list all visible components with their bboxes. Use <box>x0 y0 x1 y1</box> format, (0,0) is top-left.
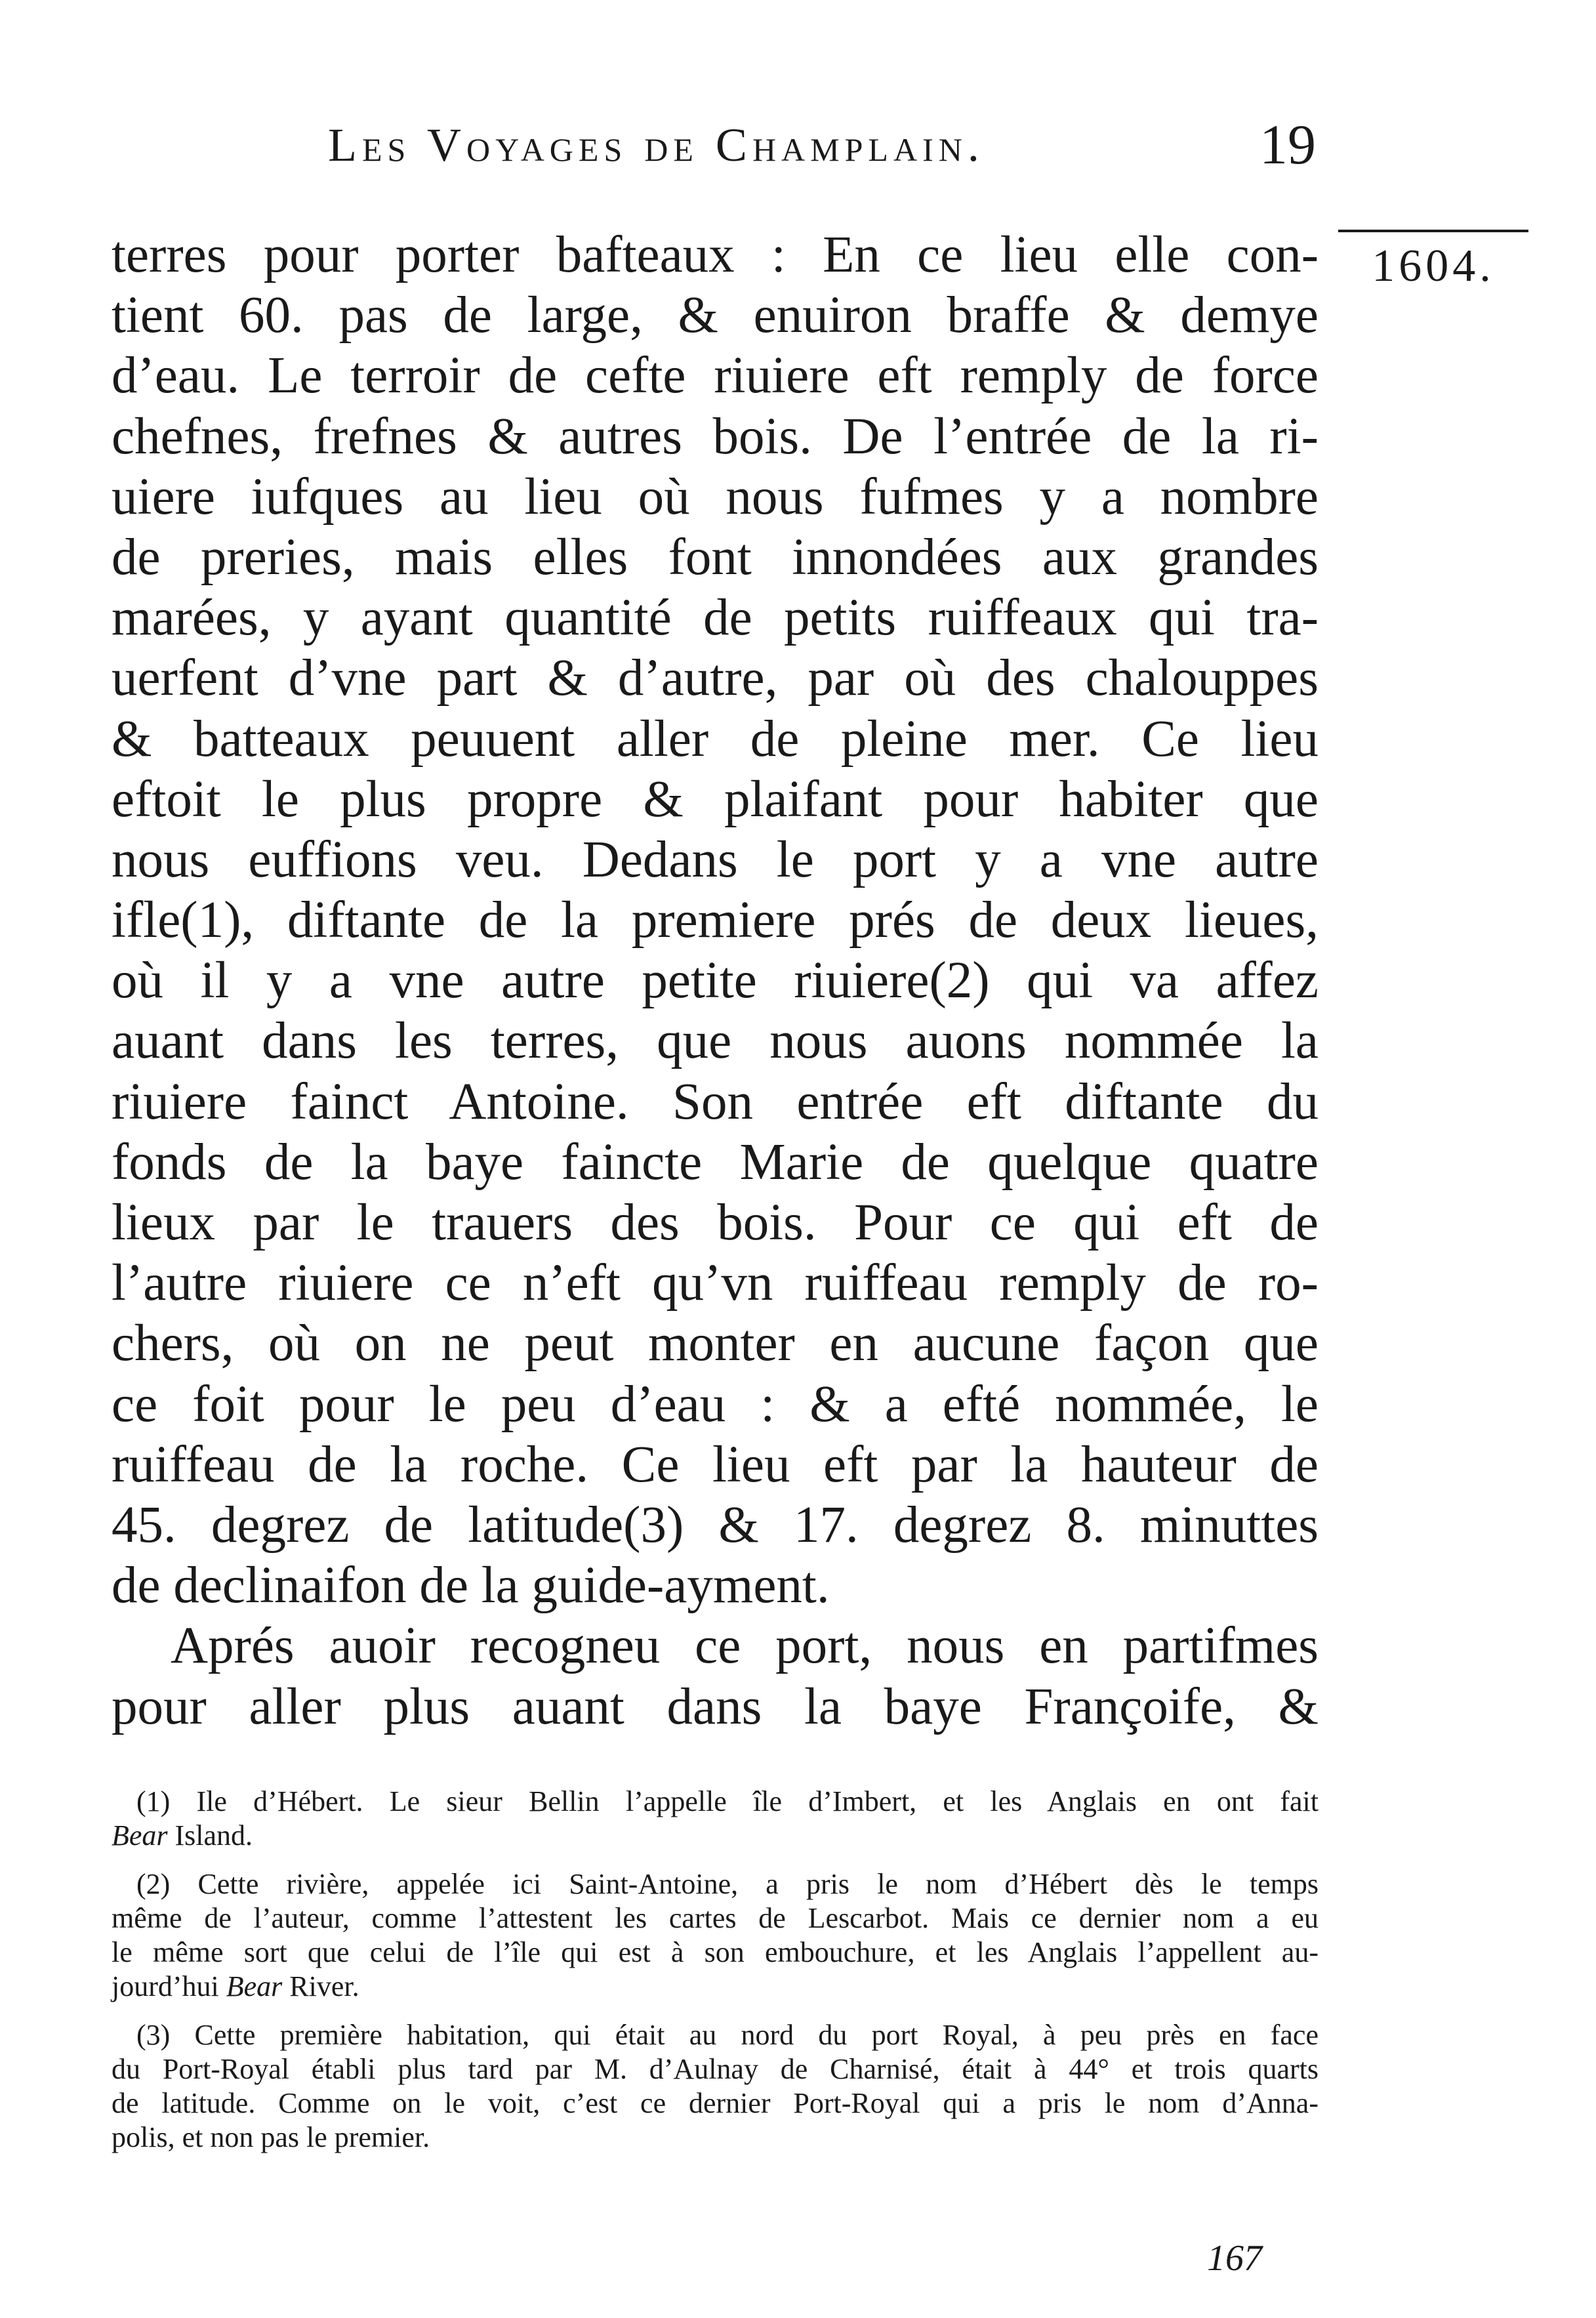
footnote-italic: Bear <box>226 1970 283 2002</box>
page-number: 19 <box>1259 113 1316 176</box>
footnote-line: du Port-Royal établi plus tard par M. d’Aulnay de Charnisé, était à 44° et trois quarts <box>112 2053 1319 2085</box>
body-line: ifle(1), diftante de la premiere prés de deux lieues, <box>112 892 1319 949</box>
footnote-3 <box>112 2018 1319 2155</box>
body-line: l’autre riuiere ce n’eft qu’vn ruiffeau remply de ro- <box>112 1254 1319 1312</box>
body-line: uerfent d’vne part & d’autre, par où des chalouppes <box>112 650 1319 707</box>
body-line: terres pour porter bafteaux : En ce lieu elle con- <box>112 226 1319 283</box>
footnote-text: jourd’hui <box>112 1970 226 2002</box>
body-line: marées, y ayant quantité de petits ruiffeaux qui tra- <box>112 589 1319 647</box>
footnote-text: Island. <box>167 1819 253 1852</box>
body-line: tient 60. pas de large, & enuiron braffe & demye <box>112 287 1319 344</box>
body-line: riuiere fainct Antoine. Son entrée eft diftante du <box>112 1073 1319 1130</box>
body-line: de declinaifon de la guide-ayment. <box>112 1557 830 1615</box>
body-line: ce foit pour le peu d’eau : & a efté nommée, le <box>112 1375 1319 1433</box>
footnote-2 <box>112 1867 1319 2004</box>
body-line: pour aller plus auant dans la baye Françoife, & <box>112 1678 1319 1735</box>
footnote-line: (2) Cette rivière, appelée ici Saint-Antoine, a pris le nom d’Hébert dès le temps <box>136 1868 1319 1900</box>
footnote-line: polis, et non pas le premier. <box>112 2121 430 2153</box>
footnote-italic: Bear <box>112 1819 168 1852</box>
body-line: uiere iufques au lieu où nous fufmes y a nombre <box>112 468 1319 526</box>
footnote-line: de latitude. Comme on le voit, c’est ce dernier Port-Royal qui a pris le nom d’Anna- <box>112 2087 1319 2119</box>
footnote-line <box>112 1970 1319 2004</box>
body-line: eftoit le plus propre & plaifant pour habiter que <box>112 770 1319 828</box>
body-line: 45. degrez de latitude(3) & 17. degrez 8. minuttes <box>112 1496 1319 1554</box>
footnote-line: (1) Ile d’Hébert. Le sieur Bellin l’appelle île d’Imbert, et les Anglais en ont fait <box>136 1785 1319 1817</box>
footnote-1 <box>112 1785 1319 1853</box>
footnote-line <box>112 1819 1319 1853</box>
body-line: où il y a vne autre petite riuiere(2) qui va affez <box>112 952 1319 1010</box>
body-line: chers, où on ne peut monter en aucune façon que <box>112 1315 1319 1373</box>
body-line: & batteaux peuuent aller de pleine mer. Ce lieu <box>112 710 1319 768</box>
footnote-line: (3) Cette première habitation, qui était au nord du port Royal, à peu près en face <box>136 2019 1319 2051</box>
signature-mark: 167 <box>1207 2238 1262 2279</box>
margin-year: 1604. <box>1338 230 1528 293</box>
body-line-paragraph-start: Aprés auoir recogneu ce port, nous en partifmes <box>171 1617 1319 1675</box>
body-line: lieux par le trauers des bois. Pour ce qui eft de <box>112 1194 1319 1251</box>
body-line: de preries, mais elles font innondées aux grandes <box>112 528 1319 586</box>
body-line: ruiffeau de la roche. Ce lieu eft par la hauteur de <box>112 1436 1319 1493</box>
body-line: chefnes, frefnes & autres bois. De l’entrée de la ri- <box>112 407 1319 465</box>
footnote-text: River. <box>282 1970 359 2002</box>
footnote-line: le même sort que celui de l’île qui est à son embouchure, et les Anglais l’appellent au- <box>112 1936 1319 1968</box>
body-line: auant dans les terres, que nous auons nommée la <box>112 1012 1319 1070</box>
body-line: fonds de la baye faincte Marie de quelque quatre <box>112 1133 1319 1191</box>
body-line: d’eau. Le terroir de cefte riuiere eft remply de force <box>112 347 1319 405</box>
body-text <box>112 225 1319 1737</box>
footnotes <box>112 1785 1319 2169</box>
running-head: Les Voyages de Champlain. <box>328 119 985 171</box>
body-line: nous euffions veu. Dedans le port y a vne autre <box>112 831 1319 888</box>
footnote-line: même de l’auteur, comme l’attestent les cartes de Lescarbot. Mais ce dernier nom a eu <box>112 1902 1319 1934</box>
